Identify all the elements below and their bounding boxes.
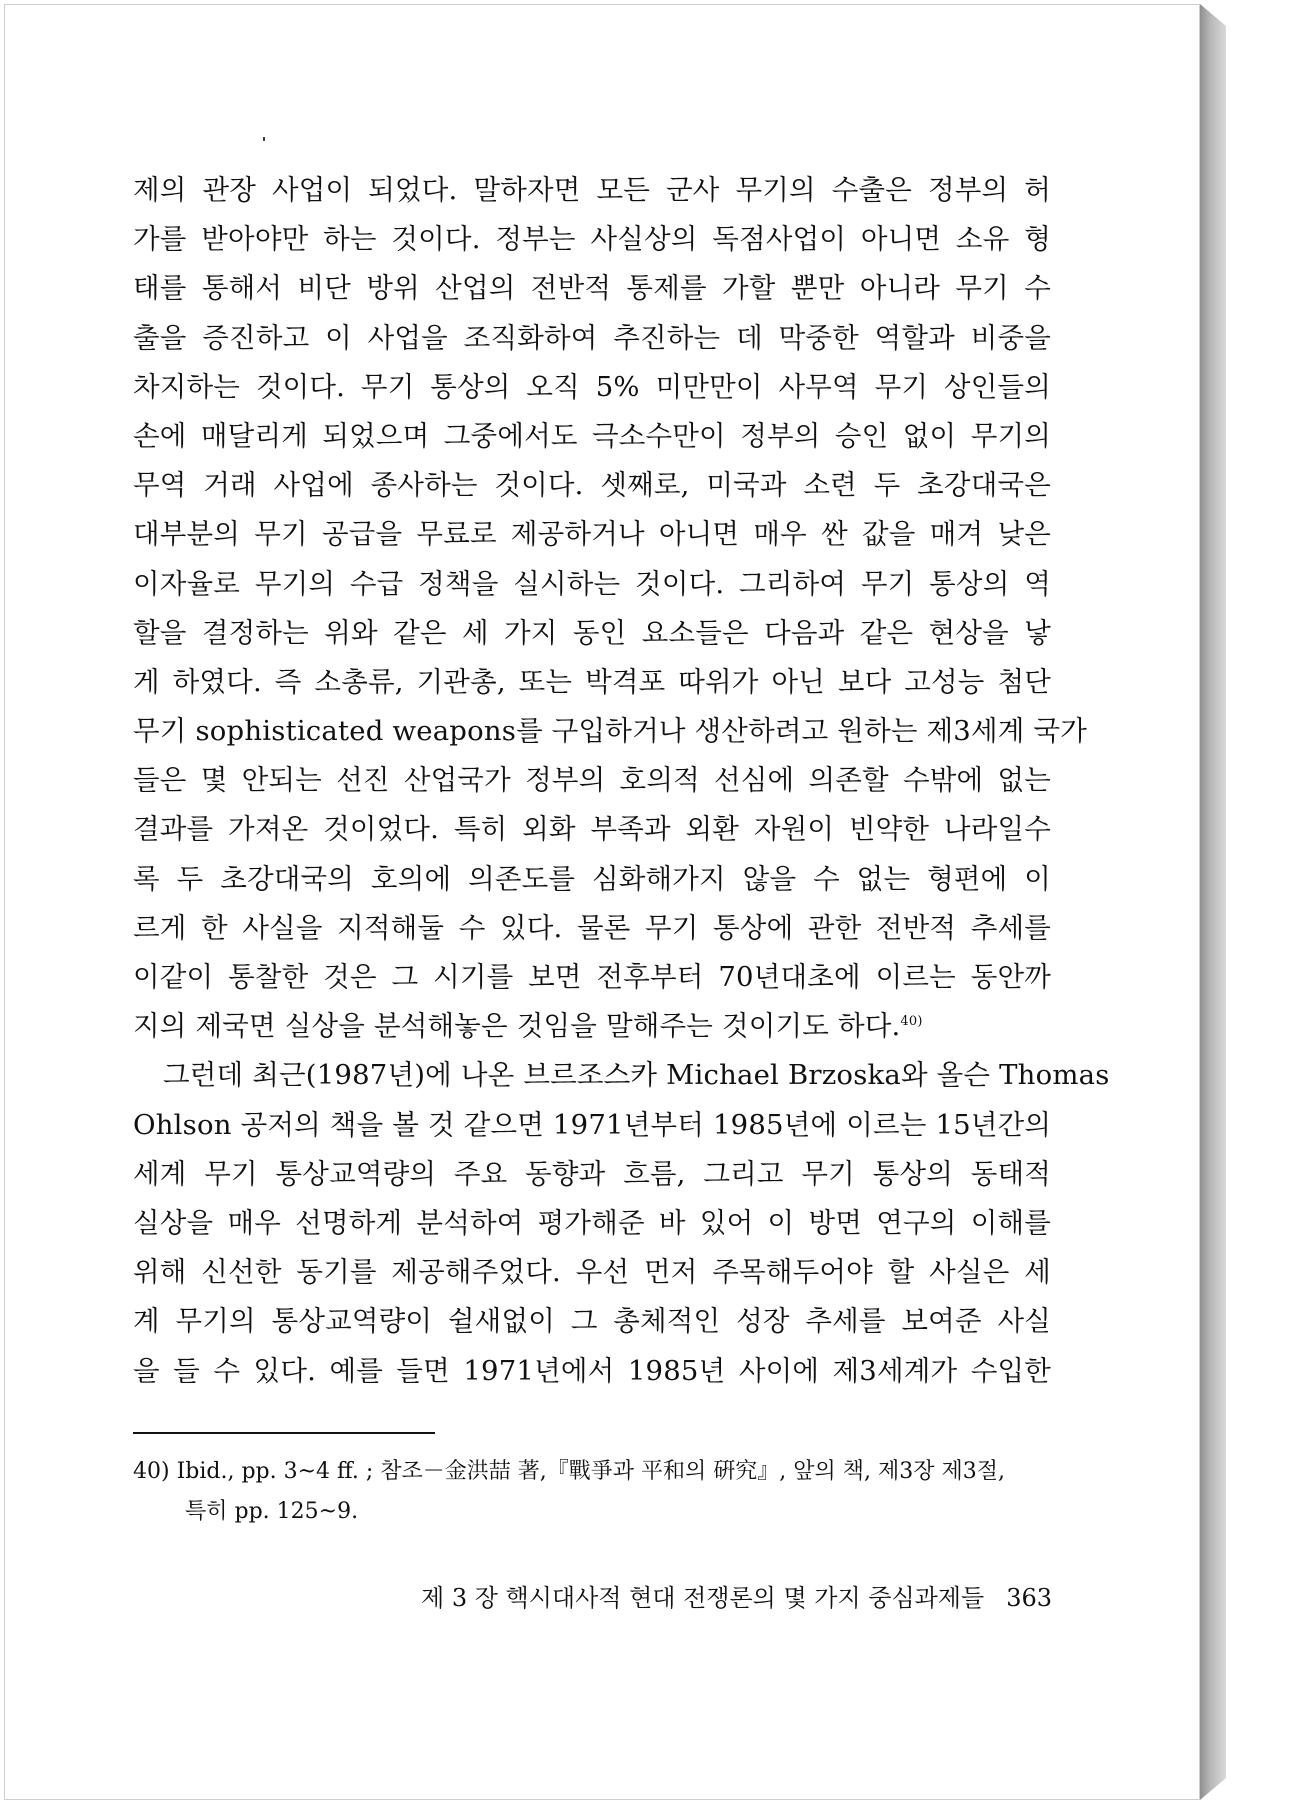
text-line: 결과를 가져온 것이었다. 특히 외화 부족과 외환 자원이 빈약한 나라일수 <box>133 813 1051 846</box>
text-line: 태를 통해서 비단 방위 산업의 전반적 통제를 가할 뿐만 아니라 무기 수 <box>133 272 1051 305</box>
footnote <box>133 1452 1063 1532</box>
chapter-title: 제 3 장 핵시대사적 현대 전쟁론의 몇 가지 중심과제들 <box>421 1584 985 1612</box>
text-line-content: 지의 제국면 실상을 분석해놓은 것임을 말해주는 것이기도 하다. <box>133 1010 901 1043</box>
text-line: 제의 관장 사업이 되었다. 말하자면 모든 군사 무기의 수출은 정부의 허 <box>133 174 1051 206</box>
text-line: 이같이 통찰한 것은 그 시기를 보면 전후부터 70년대초에 이르는 동안까 <box>133 961 1051 993</box>
text-line: 무역 거래 사업에 종사하는 것이다. 셋째로, 미국과 소련 두 초강대국은 <box>133 469 1051 502</box>
text-line: 차지하는 것이다. 무기 통상의 오직 5% 미만만이 사무역 무기 상인들의 <box>133 370 1051 403</box>
page-number: 363 <box>1006 1584 1052 1612</box>
text-line: 실상을 매우 선명하게 분석하여 평가해준 바 있어 이 방면 연구의 이해를 <box>133 1206 1051 1239</box>
body-text <box>133 166 1110 1396</box>
footnote-line-continued: 특히 pp. 125~9. <box>185 1499 359 1524</box>
text-line: 무기 sophisticated weapons를 구입하거나 생산하려고 원하는 제3세계 국가 <box>133 715 1088 748</box>
footnote-divider <box>133 1432 435 1434</box>
footnote-line: 40) Ibid., pp. 3~4 ff. ; 참조－金洪喆 著,『戰爭과 平和의 硏究』, 앞의 책, 제3장 제3절, <box>133 1459 1005 1484</box>
text-line: 계 무기의 통상교역량이 쉴새없이 그 총체적인 성장 추세를 보여준 사실 <box>133 1305 1051 1338</box>
text-line: 할을 결정하는 위와 같은 세 가지 동인 요소들은 다음과 같은 현상을 낳 <box>133 616 1051 649</box>
text-line: 위해 신선한 동기를 제공해주었다. 우선 먼저 주목해두어야 할 사실은 세 <box>133 1256 1051 1289</box>
footnote-reference: 40) <box>900 1014 923 1030</box>
text-line: 게 하였다. 즉 소총류, 기관총, 또는 박격포 따위가 아닌 보다 고성능 첨단 <box>133 665 1051 698</box>
text-line: 들은 몇 안되는 선진 산업국가 정부의 호의적 선심에 의존할 수밖에 없는 <box>133 764 1051 797</box>
text-line: 대부분의 무기 공급을 무료로 제공하거나 아니면 매우 싼 값을 매겨 낮은 <box>133 518 1051 551</box>
text-line: 록 두 초강대국의 호의에 의존도를 심화해가지 않을 수 없는 형편에 이 <box>133 862 1051 895</box>
text-line: 세계 무기 통상교역량의 주요 동향과 흐름, 그리고 무기 통상의 동태적 <box>133 1157 1051 1190</box>
text-line: 가를 받아야만 하는 것이다. 정부는 사실상의 독점사업이 아니면 소유 형 <box>133 223 1051 256</box>
page-edge-shadow <box>1200 4 1226 1800</box>
text-line: 손에 매달리게 되었으며 그중에서도 극소수만이 정부의 승인 없이 무기의 <box>133 419 1051 452</box>
text-line: 이자율로 무기의 수급 정책을 실시하는 것이다. 그리하여 무기 통상의 역 <box>133 567 1051 600</box>
text-line-paragraph-start: 그런데 최근(1987년)에 나온 브르조스카 Michael Brzoska와 올슨 Thomas <box>163 1059 1110 1092</box>
print-speck <box>263 137 265 141</box>
text-line-paragraph-end <box>133 1002 1051 1051</box>
text-line: Ohlson 공저의 책을 볼 것 같으면 1971년부터 1985년에 이르는 15년간의 <box>133 1108 1052 1141</box>
text-line: 르게 한 사실을 지적해둘 수 있다. 물론 무기 통상에 관한 전반적 추세를 <box>133 911 1051 944</box>
text-line: 출을 증진하고 이 사업을 조직화하여 추진하는 데 막중한 역할과 비중을 <box>133 321 1051 354</box>
running-footer <box>360 1578 1052 1618</box>
text-line: 을 들 수 있다. 예를 들면 1971년에서 1985년 사이에 제3세계가 수입한 <box>133 1354 1051 1387</box>
